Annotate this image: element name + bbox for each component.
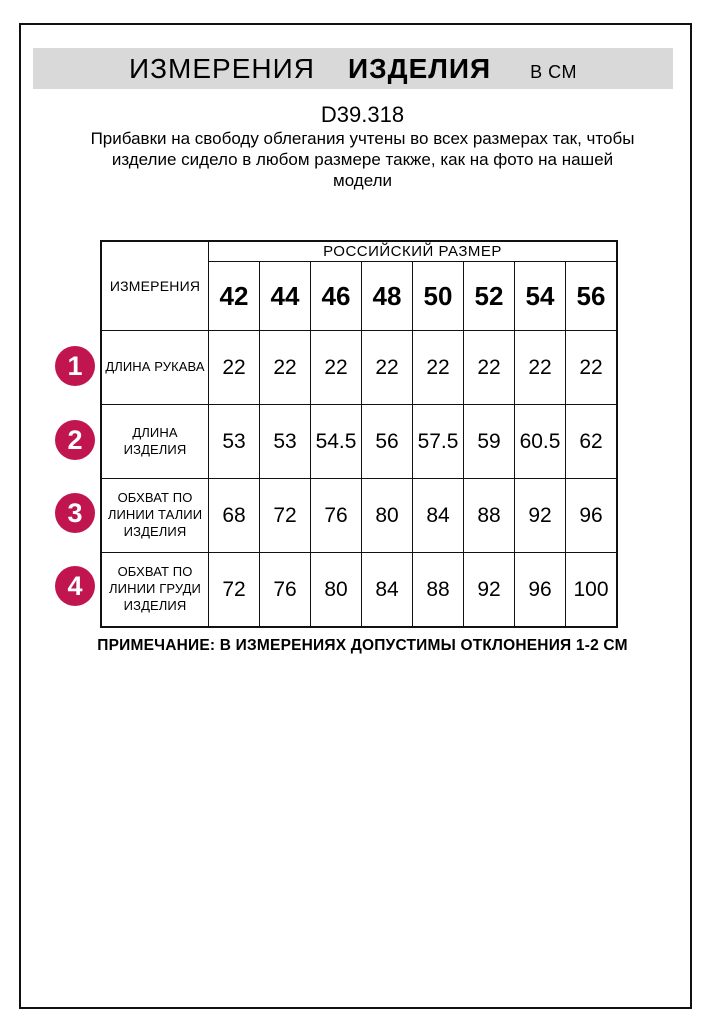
row-number-4: 4: [67, 570, 83, 601]
russian-size-group-header: РОССИЙСКИЙ РАЗМЕР: [209, 241, 618, 262]
title-band: [33, 48, 673, 89]
fit-description: Прибавки на свободу облегания учтены во всех размерах так, чтобы изделие сидело в любом размере также, как на фото на нашей модели: [90, 129, 635, 190]
measurement-value: 72: [260, 479, 311, 553]
measurement-value: 59: [464, 405, 515, 479]
row-number-badge-4: [55, 566, 95, 606]
table-row-chest-girth: [101, 553, 617, 628]
size-column-header: 44: [260, 262, 311, 331]
measurement-value: 84: [362, 553, 413, 628]
measurement-value: 56: [362, 405, 413, 479]
measurement-value: 57.5: [413, 405, 464, 479]
measurement-value: 76: [260, 553, 311, 628]
measurement-value: 54.5: [311, 405, 362, 479]
size-column-header: 50: [413, 262, 464, 331]
measurement-value: 22: [311, 331, 362, 405]
table-row-waist-girth: [101, 479, 617, 553]
size-column-header: 46: [311, 262, 362, 331]
measurement-value: 68: [209, 479, 260, 553]
row-number-3: 3: [67, 497, 83, 528]
title-word-measurements: ИЗМЕРЕНИЯ: [129, 53, 315, 84]
measurement-value: 22: [209, 331, 260, 405]
measurement-value: 22: [515, 331, 566, 405]
table-header-row-top: [101, 241, 617, 262]
measurement-value: 22: [260, 331, 311, 405]
measurement-value: 62: [566, 405, 618, 479]
measurement-label: ОБХВАТ ПО ЛИНИИ ТАЛИИ ИЗДЕЛИЯ: [101, 479, 209, 553]
measurement-value: 72: [209, 553, 260, 628]
measurement-value: 22: [464, 331, 515, 405]
measurement-value: 76: [311, 479, 362, 553]
measurement-value: 100: [566, 553, 618, 628]
measurement-value: 53: [260, 405, 311, 479]
measurement-value: 84: [413, 479, 464, 553]
measurement-value: 22: [413, 331, 464, 405]
measurement-value: 96: [515, 553, 566, 628]
measurement-value: 88: [464, 479, 515, 553]
row-number-2: 2: [67, 424, 83, 455]
measurement-value: 92: [464, 553, 515, 628]
measurement-value: 96: [566, 479, 618, 553]
measurement-value: 53: [209, 405, 260, 479]
size-column-header: 48: [362, 262, 413, 331]
measurement-value: 88: [413, 553, 464, 628]
title-word-product: ИЗДЕЛИЯ: [347, 53, 492, 84]
size-column-header: 42: [209, 262, 260, 331]
size-column-header: 54: [515, 262, 566, 331]
size-column-header: 52: [464, 262, 515, 331]
measurement-value: 92: [515, 479, 566, 553]
row-number-badge-1: [55, 346, 95, 386]
tolerance-note: ПРИМЕЧАНИЕ: В ИЗМЕРЕНИЯХ ДОПУСТИМЫ ОТКЛОНЕНИЯ 1-2 СМ: [97, 637, 628, 654]
measurement-label: ДЛИНА ИЗДЕЛИЯ: [101, 405, 209, 479]
row-number-badge-3: [55, 493, 95, 533]
title-unit-cm: В СМ: [530, 62, 577, 82]
measurement-label: ДЛИНА РУКАВА: [101, 331, 209, 405]
measurement-label: ОБХВАТ ПО ЛИНИИ ГРУДИ ИЗДЕЛИЯ: [101, 553, 209, 628]
measurement-value: 80: [362, 479, 413, 553]
product-code: D39.318: [320, 102, 405, 127]
measurement-value: 22: [566, 331, 618, 405]
size-column-header: 56: [566, 262, 618, 331]
measurement-value: 22: [362, 331, 413, 405]
table-row-garment-length: [101, 405, 617, 479]
table-row-sleeve-length: [101, 331, 617, 405]
measurements-table: [100, 240, 618, 628]
row-number-badge-2: [55, 420, 95, 460]
measurements-column-header: ИЗМЕРЕНИЯ: [101, 241, 209, 331]
measurement-value: 80: [311, 553, 362, 628]
measurement-value: 60.5: [515, 405, 566, 479]
row-number-1: 1: [67, 350, 83, 381]
